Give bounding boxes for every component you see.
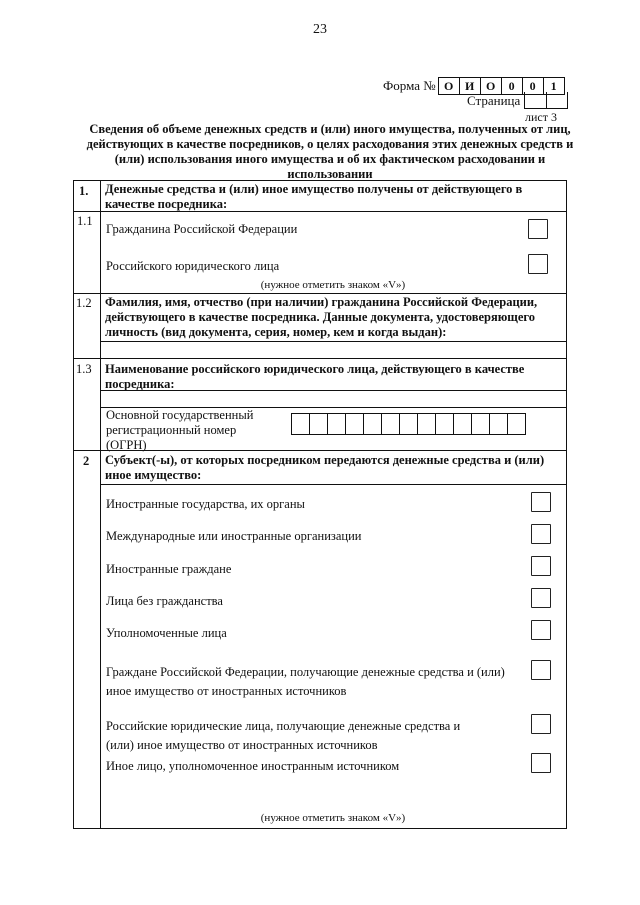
section-1-number: 1.: [79, 184, 89, 198]
form-code-cell: О: [438, 77, 460, 95]
option-label: Уполномоченные лица: [106, 626, 227, 640]
checkbox-foreign-citizens[interactable]: [531, 556, 551, 576]
row-divider: [73, 358, 567, 359]
table-top-border: [73, 180, 567, 181]
section-2-number: 2: [83, 454, 90, 468]
checkbox-citizen-rf[interactable]: [528, 219, 548, 239]
page-field: [467, 92, 568, 109]
section-1-2-heading: Фамилия, имя, отчество (при наличии) гражданина Российской Федерации, действующего в качестве посредника. Данные документа, удостоверяющего личность (вид документа, серия, номер, кем и когда выдан):: [105, 295, 538, 339]
checkbox-international-orgs[interactable]: [531, 524, 551, 544]
section-1-3-number: 1.3: [76, 362, 92, 376]
checkbox-other-authorized[interactable]: [531, 753, 551, 773]
option-label: Иное лицо, уполномоченное иностранным источником: [106, 759, 400, 773]
ogrn-input[interactable]: [292, 413, 526, 435]
legal-entity-name-field[interactable]: [101, 391, 565, 406]
checkbox-authorized-persons[interactable]: [531, 620, 551, 640]
page-number-input[interactable]: [524, 92, 568, 109]
section-2-heading: Субъект(-ы), от которых посредником передаются денежные средства и (или) иное имущество:: [105, 453, 545, 482]
mark-note: (нужное отметить знаком «V»): [260, 279, 406, 291]
ogrn-label: Основной государственный регистрационный номер (ОГРН): [106, 408, 254, 452]
page-number: 23: [313, 22, 327, 37]
table-bottom-border: [73, 828, 567, 829]
option-label: Граждане Российской Федерации, получающие денежные средства и (или) иное имущество от иностранных источников: [106, 665, 505, 698]
option-label: Иностранные государства, их органы: [106, 497, 305, 511]
sheet-label: лист 3: [525, 110, 557, 124]
table-right-border: [566, 180, 567, 828]
option-label: Российского юридического лица: [106, 259, 280, 273]
table-left-border: [73, 180, 74, 828]
form-label: Форма №: [383, 78, 436, 93]
section-1-3-heading: Наименование российского юридического лица, действующего в качестве посредника:: [105, 362, 525, 391]
document-title: Сведения об объеме денежных средств и (или) иного имущества, полученных от лиц, действующих в качестве посредников, о целях расходования этих денежных средств и (или) использования иного имущества и об их фактическом расходовании и использовании: [86, 122, 574, 181]
checkbox-legal-entity-rf[interactable]: [528, 254, 548, 274]
form-code-cell: 1: [543, 77, 565, 95]
option-label: Гражданина Российской Федерации: [106, 222, 298, 236]
option-label: Российские юридические лица, получающие денежные средства и (или) иное имущество от иностранных источников: [106, 719, 461, 752]
section-1-2-number: 1.2: [76, 296, 92, 310]
citizen-details-field[interactable]: [101, 342, 565, 357]
checkbox-stateless[interactable]: [531, 588, 551, 608]
option-label: Лица без гражданства: [106, 594, 223, 608]
checkbox-rf-entities-foreign-funds[interactable]: [531, 714, 551, 734]
form-code-cell: И: [459, 77, 481, 95]
table-column-divider: [100, 180, 101, 828]
mark-note: (нужное отметить знаком «V»): [260, 812, 406, 824]
option-label: Иностранные граждане: [106, 562, 232, 576]
form-code-cell: 0: [522, 77, 544, 95]
section-1-heading: Денежные средства и (или) иное имущество получены от действующего в качестве посредника:: [105, 182, 523, 211]
form-code-cell: О: [480, 77, 502, 95]
checkbox-rf-citizens-foreign-funds[interactable]: [531, 660, 551, 680]
option-label: Международные или иностранные организации: [106, 529, 362, 543]
row-divider: [73, 293, 567, 294]
page-label: Страница: [467, 92, 521, 108]
row-divider: [100, 484, 566, 485]
checkbox-foreign-states[interactable]: [531, 492, 551, 512]
section-1-1-number: 1.1: [77, 214, 93, 228]
form-code-cell: 0: [501, 77, 523, 95]
